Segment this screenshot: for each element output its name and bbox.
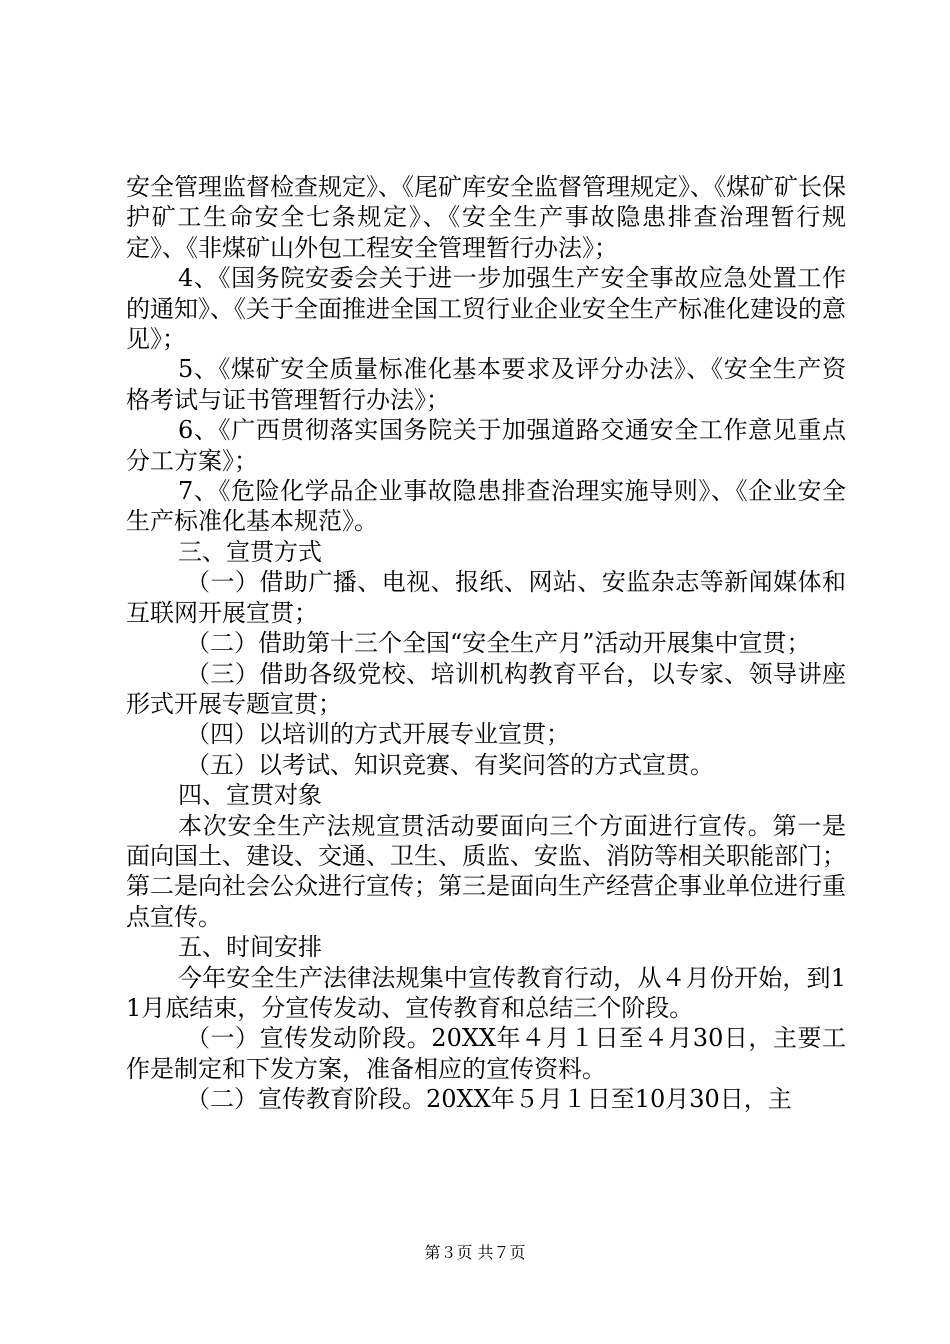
paragraph-phase-2: （二）宣传教育阶段。20XX年５月１日至10月30日，主: [186, 1085, 792, 1114]
heading-section-5: 五、时间安排: [178, 933, 322, 962]
paragraph-regulations-continued: 安全管理监督检查规定》、《尾矿库安全监督管理规定》、《煤矿矿长保护矿工生命安全七条规定》、《安全生产事故隐患排查治理暂行规定》、《非煤矿山外包工程安全管理暂行办法》；: [126, 173, 846, 262]
paragraph-phase-1: （一）宣传发动阶段。20XX年４月１日至４月30日，主要工作是制定和下发方案，准备相应的宣传资料。: [126, 1024, 846, 1083]
page-number-footer: 第３页 共７页: [424, 1243, 526, 1262]
paragraph-item-6: 6、《广西贯彻落实国务院关于加强道路交通安全工作意见重点分工方案》；: [126, 416, 846, 475]
paragraph-item-5: 5、《煤矿安全质量标准化基本要求及评分办法》、《安全生产资格考试与证书管理暂行办法》；: [126, 355, 846, 414]
paragraph-method-4: （四）以培训的方式开展专业宣贯；: [186, 720, 570, 749]
document-body: [126, 172, 846, 1115]
paragraph-method-3: （三）借助各级党校、培训机构教育平台，以专家、领导讲座形式开展专题宣贯；: [126, 659, 846, 718]
paragraph-audience: 本次安全生产法规宣贯活动要面向三个方面进行宣传。第一是面向国土、建设、交通、卫生、质监、安监、消防等相关职能部门；第二是向社会公众进行宣传；第三是面向生产经营企事业单位进行重点宣传。: [126, 811, 846, 931]
paragraph-method-5: （五）以考试、知识竞赛、有奖问答的方式宣贯。: [186, 750, 714, 779]
paragraph-schedule: 今年安全生产法律法规集中宣传教育行动，从４月份开始，到11月底结束，分宣传发动、宣传教育和总结三个阶段。: [126, 963, 846, 1022]
paragraph-method-1: （一）借助广播、电视、报纸、网站、安监杂志等新闻媒体和互联网开展宣贯；: [126, 568, 846, 627]
paragraph-method-2: （二）借助第十三个全国“安全生产月”活动开展集中宣贯；: [186, 629, 811, 658]
paragraph-item-4: 4、《国务院安委会关于进一步加强生产安全事故应急处置工作的通知》、《关于全面推进全国工贸行业企业安全生产标准化建设的意见》；: [126, 264, 846, 354]
heading-section-3: 三、宣贯方式: [178, 537, 322, 566]
paragraph-item-7: 7、《危险化学品企业事故隐患排查治理实施导则》、《企业安全生产标准化基本规范》。: [126, 477, 846, 536]
heading-section-4: 四、宣贯对象: [178, 781, 322, 810]
